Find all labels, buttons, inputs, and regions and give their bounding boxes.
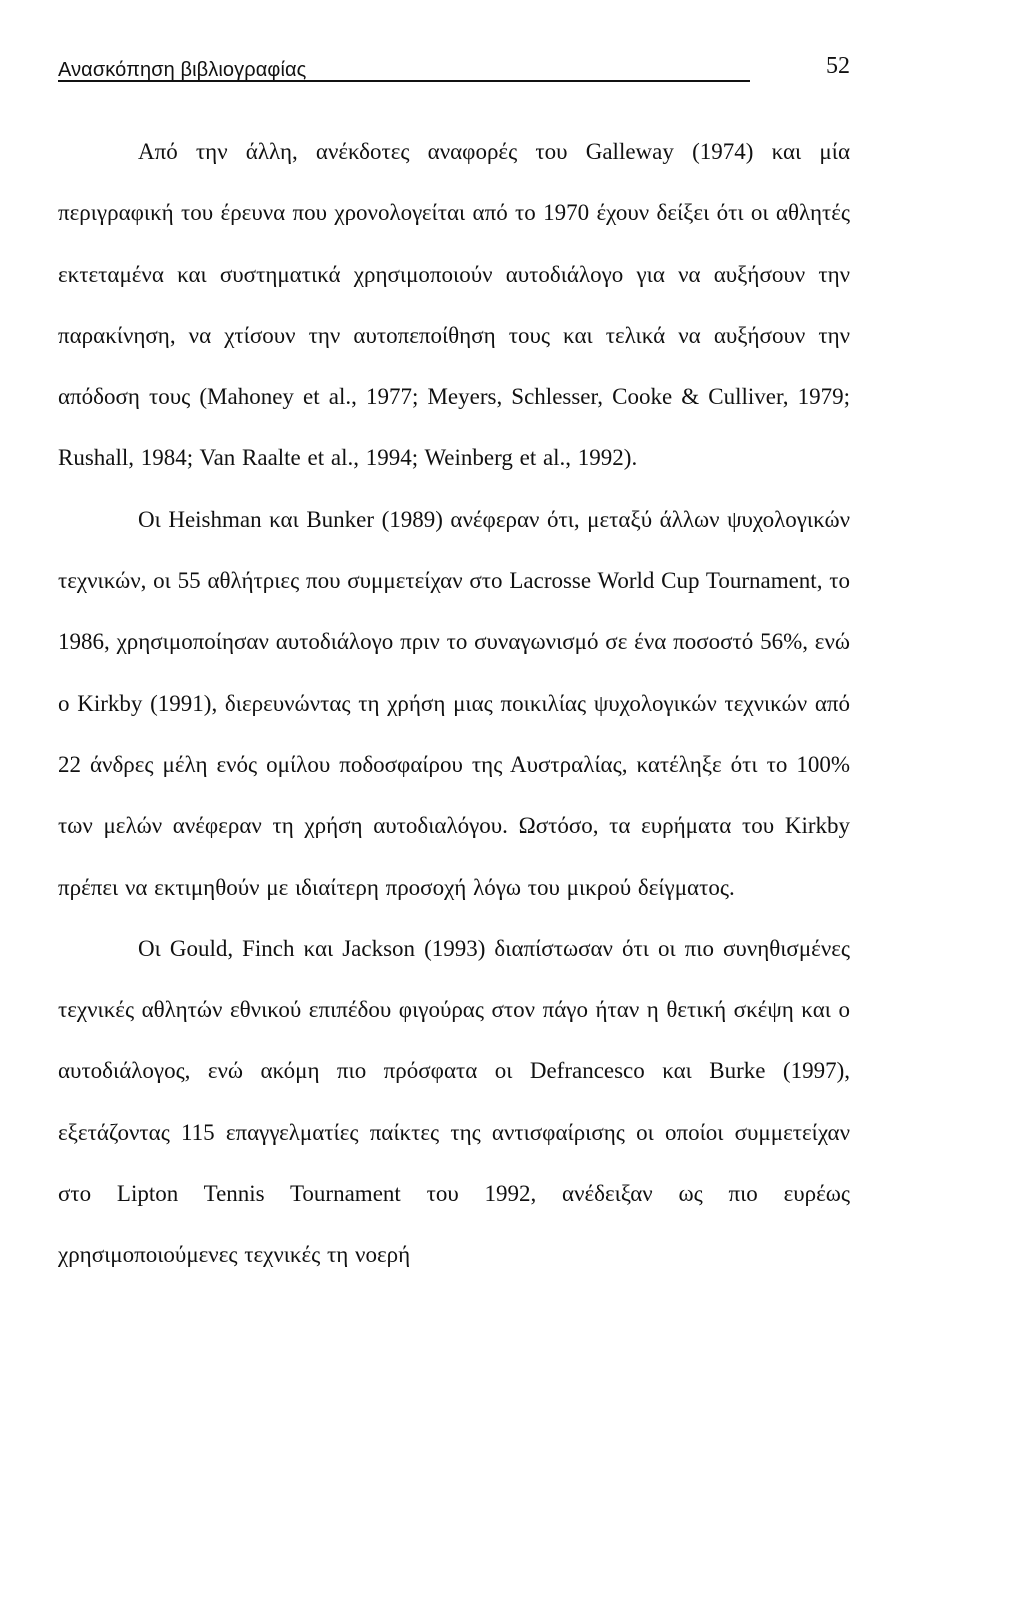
section-title: Ανασκόπηση βιβλιογραφίας	[58, 59, 307, 81]
paragraph-galleway: Από την άλλη, ανέκδοτες αναφορές του Galleway (1974) και μία περιγραφική του έρευνα που χρονολογείται από το 1970 έχουν δείξει ότι οι αθλητές εκτεταμένα και συστηματικά χρησιμοποιούν αυτοδιάλογο για να αυξήσουν την παρακίνηση, να χτίσουν την αυτοπεποίθηση τους και τελικά να αυξήσουν την απόδοση τους (Mahoney et al., 1977; Meyers, Schlesser, Cooke & Culliver, 1979; Rushall, 1984; Van Raalte et al., 1994; Weinberg et al., 1992).	[58, 139, 850, 471]
paragraph-gould-finch-jackson: Οι Gould, Finch και Jackson (1993) διαπίστωσαν ότι οι πιο συνηθισμένες τεχνικές αθλητών εθνικού επιπέδου φιγούρας στον πάγο ήταν η θετική σκέψη και ο αυτοδιάλογος, ενώ ακόμη πιο πρόσφατα οι Defrancesco και Burke (1997), εξετάζοντας 115 επαγγελματίες παίκτες της αντισφαίρισης οι οποίοι συμμετείχαν στο Lipton Tennis Tournament του 1992, ανέδειξαν ως πιο ευρέως χρησιμοποιούμενες τεχνικές τη νοερή	[58, 935, 850, 1268]
page-number: 52	[826, 53, 850, 79]
paragraph-heishman-bunker: Οι Heishman και Bunker (1989) ανέφεραν ότι, μεταξύ άλλων ψυχολογικών τεχνικών, οι 55 αθλήτριες που συμμετείχαν στο Lacrosse World Cup Tournament, το 1986, χρησιμοποίησαν αυτοδιάλογο πριν το συναγωνισμό σε ένα ποσοστό 56%, ενώ ο Kirkby (1991), διερευνώντας τη χρήση μιας ποικιλίας ψυχολογικών τεχνικών από 22 άνδρες μέλη ενός ομίλου ποδοσφαίρου της Αυστραλίας, κατέληξε ότι το 100% των μελών ανέφεραν τη χρήση αυτοδιαλόγου. Ωστόσο, τα ευρήματα του Kirkby πρέπει να εκτιμηθούν με ιδιαίτερη προσοχή λόγω του μικρού δείγματος.	[58, 506, 850, 900]
running-header	[58, 52, 850, 88]
body-text	[58, 121, 850, 1286]
header-rule	[58, 80, 750, 82]
